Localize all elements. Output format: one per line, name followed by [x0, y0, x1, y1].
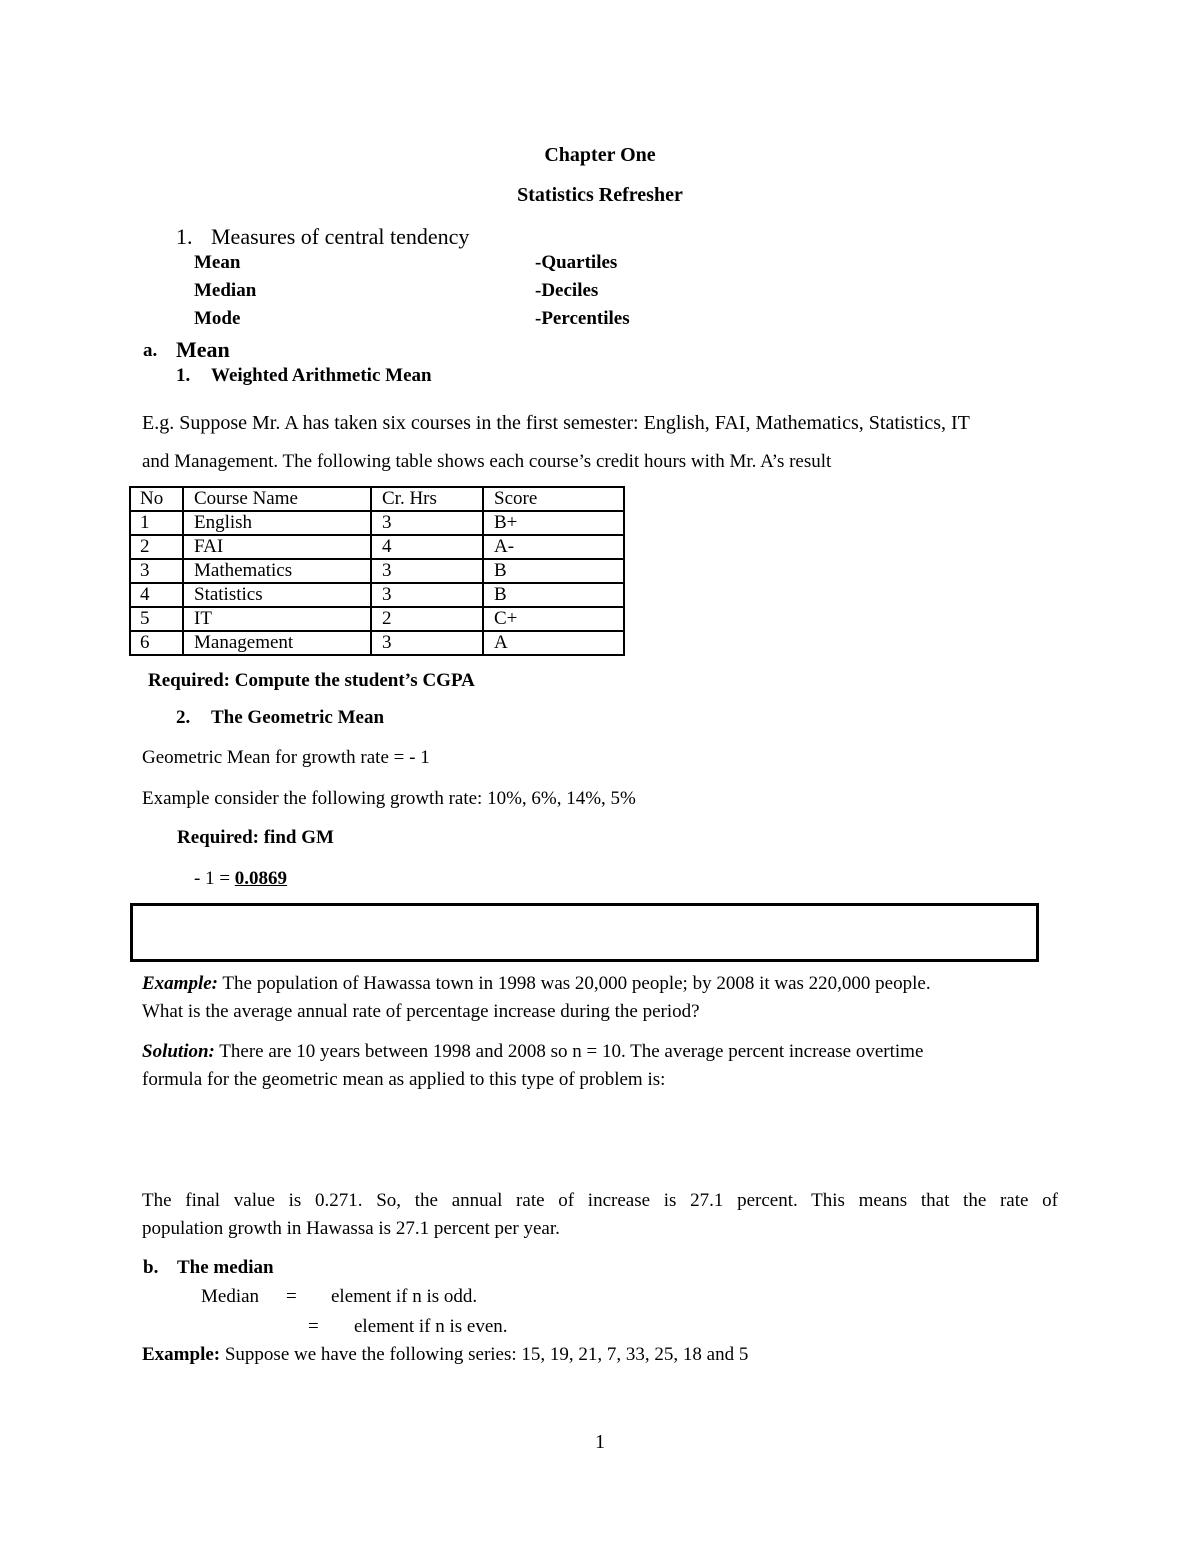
measure-item: -Percentiles [535, 308, 630, 329]
table-row [130, 559, 624, 583]
table-header-cell: Score [483, 487, 624, 511]
table-cell: 3 [371, 511, 483, 535]
table-cell: IT [183, 607, 371, 631]
table-header-row [130, 487, 624, 511]
subsection-number: 2. [176, 707, 191, 728]
measure-item: Median [194, 280, 257, 301]
table-cell: Management [183, 631, 371, 655]
table-cell: B [483, 583, 624, 607]
example-text: The population of Hawassa town in 1998 was 20,000 people; by 2008 it was 220,000 people. [218, 973, 931, 994]
median-rule: element if n is even. [354, 1316, 508, 1337]
solution-label: Solution: [142, 1041, 215, 1062]
table-cell: B [483, 559, 624, 583]
required-text: Required: find GM [177, 827, 334, 848]
example-text: Example consider the following growth rate: 10%, 6%, 14%, 5% [142, 788, 636, 809]
table-cell: 4 [130, 583, 183, 607]
measure-item: -Deciles [535, 280, 599, 301]
solution-text: There are 10 years between 1998 and 2008 so n = 10. The average percent increase overtime [214, 1041, 924, 1062]
formula-box [130, 903, 1039, 962]
table-cell: Statistics [183, 583, 371, 607]
example-label: Example: [142, 973, 218, 994]
required-text: Required: Compute the student’s CGPA [148, 670, 475, 691]
equals-sign: = [286, 1286, 297, 1307]
page-title: Statistics Refresher [517, 184, 683, 206]
example-label: Example: [142, 1344, 221, 1365]
table-cell: 3 [130, 559, 183, 583]
table-cell: 3 [371, 631, 483, 655]
example-paragraph-line [142, 973, 1058, 995]
table-header-cell: No [130, 487, 183, 511]
page-number: 1 [595, 1431, 605, 1453]
final-text: The final value is 0.271. So, the annual rate of increase is 27.1 percent. This means that the rate of [142, 1190, 1058, 1211]
subsection-number: 1. [176, 365, 191, 386]
solution-paragraph-line [142, 1041, 1058, 1063]
table-cell: 3 [371, 583, 483, 607]
table-cell: 3 [371, 559, 483, 583]
final-text: population growth in Hawassa is 27.1 percent per year. [142, 1218, 560, 1239]
course-table [129, 486, 625, 656]
section-letter: b. [143, 1257, 159, 1278]
subsection-heading: The Geometric Mean [211, 707, 385, 728]
equals-sign: = [308, 1316, 319, 1337]
table-header-cell: Course Name [183, 487, 371, 511]
section-heading: Mean [176, 337, 230, 362]
table-cell: A [483, 631, 624, 655]
measure-item: -Quartiles [535, 252, 618, 273]
section-letter: a. [143, 340, 158, 361]
table-cell: B+ [483, 511, 624, 535]
table-cell: 2 [130, 535, 183, 559]
table-cell: 5 [130, 607, 183, 631]
median-example-line [142, 1344, 748, 1366]
result-prefix: - 1 = [194, 868, 235, 889]
solution-text: formula for the geometric mean as applied to this type of problem is: [142, 1069, 666, 1090]
formula-text: Geometric Mean for growth rate = - 1 [142, 747, 430, 768]
table-cell: Mathematics [183, 559, 371, 583]
table-header-cell: Cr. Hrs [371, 487, 483, 511]
example-text: E.g. Suppose Mr. A has taken six courses in the first semester: English, FAI, Mathematics, Statistics, IT [142, 412, 970, 434]
table-cell: 6 [130, 631, 183, 655]
section-number: 1. [176, 224, 193, 249]
table-cell: English [183, 511, 371, 535]
example-text: What is the average annual rate of percentage increase during the period? [142, 1001, 700, 1022]
section-heading: Measures of central tendency [211, 224, 470, 249]
table-row [130, 511, 624, 535]
table-row [130, 631, 624, 655]
example-text: Suppose we have the following series: 15, 19, 21, 7, 33, 25, 18 and 5 [220, 1344, 749, 1365]
table-cell: 2 [371, 607, 483, 631]
table-row [130, 607, 624, 631]
table-cell: FAI [183, 535, 371, 559]
section-heading: The median [177, 1257, 274, 1278]
table-cell: A- [483, 535, 624, 559]
table-row [130, 583, 624, 607]
example-text: and Management. The following table shows each course’s credit hours with Mr. A’s result [142, 451, 832, 472]
measure-item: Mean [194, 252, 241, 273]
result-value: 0.0869 [234, 868, 288, 889]
median-rule: element if n is odd. [331, 1286, 478, 1307]
subsection-heading: Weighted Arithmetic Mean [211, 365, 432, 386]
table-cell: 4 [371, 535, 483, 559]
table-row [130, 535, 624, 559]
table-cell: 1 [130, 511, 183, 535]
result-line [194, 868, 287, 890]
median-label: Median [201, 1286, 260, 1307]
table-cell: C+ [483, 607, 624, 631]
chapter-title: Chapter One [544, 144, 656, 166]
measure-item: Mode [194, 308, 241, 329]
